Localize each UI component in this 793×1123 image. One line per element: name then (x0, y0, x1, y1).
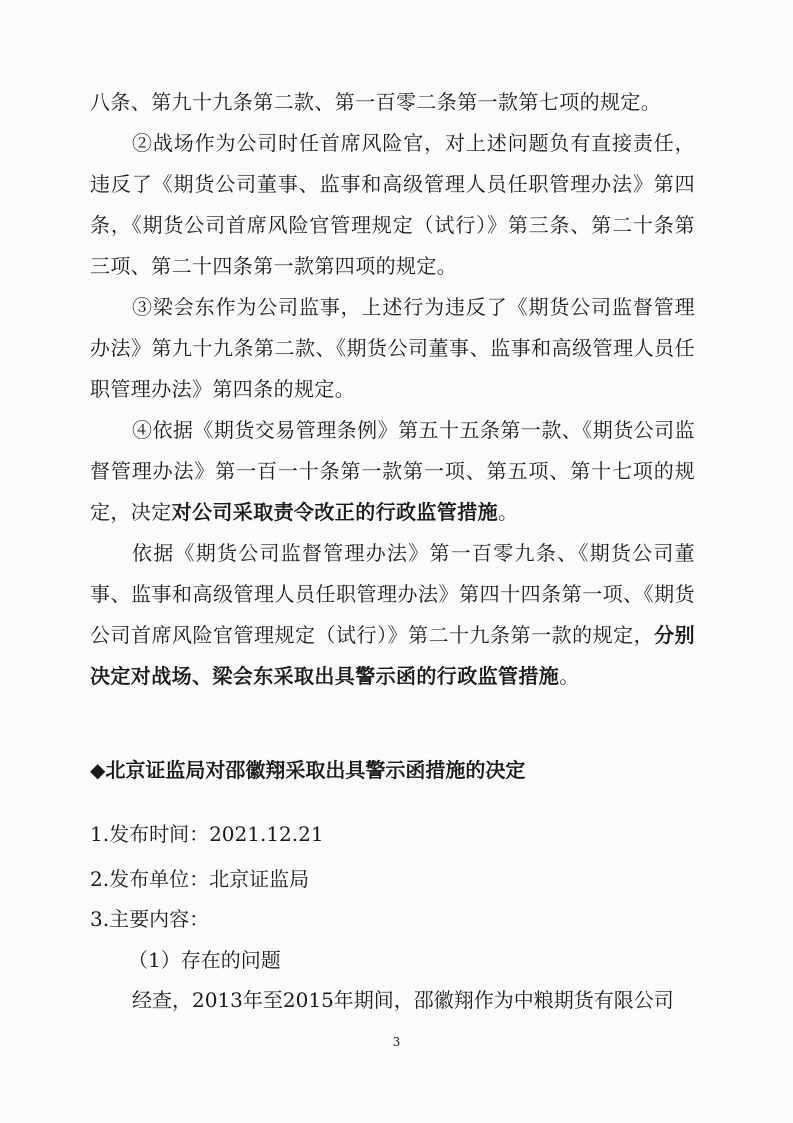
publish-unit: 2.发布单位：北京证监局 (90, 867, 310, 891)
paragraph-4-emphasis: 对公司采取责令改正的行政监管措施 (171, 500, 499, 524)
paragraph-5-text: 依据《期货公司监督管理办法》第一百零九条、《期货公司董事、监事和高级管理人员任职管理办法》第四十四条第一项、《期货公司首席风险官管理规定（试行）》第二十九条第一款的规定， (90, 541, 695, 647)
paragraph-3: ③梁会东作为公司监事，上述行为违反了《期货公司监督管理办法》第九十九条第二款、《期货公司董事、监事和高级管理人员任职管理办法》第四条的规定。 (90, 295, 695, 401)
page-number: 3 (392, 1035, 401, 1049)
paragraph-1: 八条、第九十九条第二款、第一百零二条第一款第七项的规定。 (90, 90, 662, 114)
paragraph-4 (90, 410, 695, 533)
paragraph-4-end: 。 (498, 500, 519, 524)
paragraph-5 (90, 533, 695, 697)
sub-heading-issues: （1）存在的问题 (128, 948, 281, 972)
paragraph-2: ②战场作为公司时任首席风险官，对上述问题负有直接责任，违反了《期货公司董事、监事和高级管理人员任职管理办法》第四条，《期货公司首席风险官管理规定（试行）》第三条、第二十条第三项、第二十四条第一款第四项的规定。 (90, 131, 695, 278)
section-heading: ◆北京证监局对邵徽翔采取出具警示函措施的决定 (90, 758, 526, 782)
paragraph-5-emphasis: 分别决定对战场、梁会东采取出具警示函的行政监管措施 (90, 623, 695, 688)
publish-time: 1.发布时间：2021.12.21 (90, 822, 324, 846)
paragraph-4-text: ④依据《期货交易管理条例》第五十五条第一款、《期货公司监督管理办法》第一百一十条第一款第一项、第五项、第十七项的规定，决定 (90, 418, 695, 524)
main-content-label: 3.主要内容： (90, 907, 210, 931)
body-text: 经查，2013年至2015年期间，邵徽翔作为中粮期货有限公司 (132, 988, 674, 1012)
paragraph-5-end: 。 (559, 664, 580, 688)
